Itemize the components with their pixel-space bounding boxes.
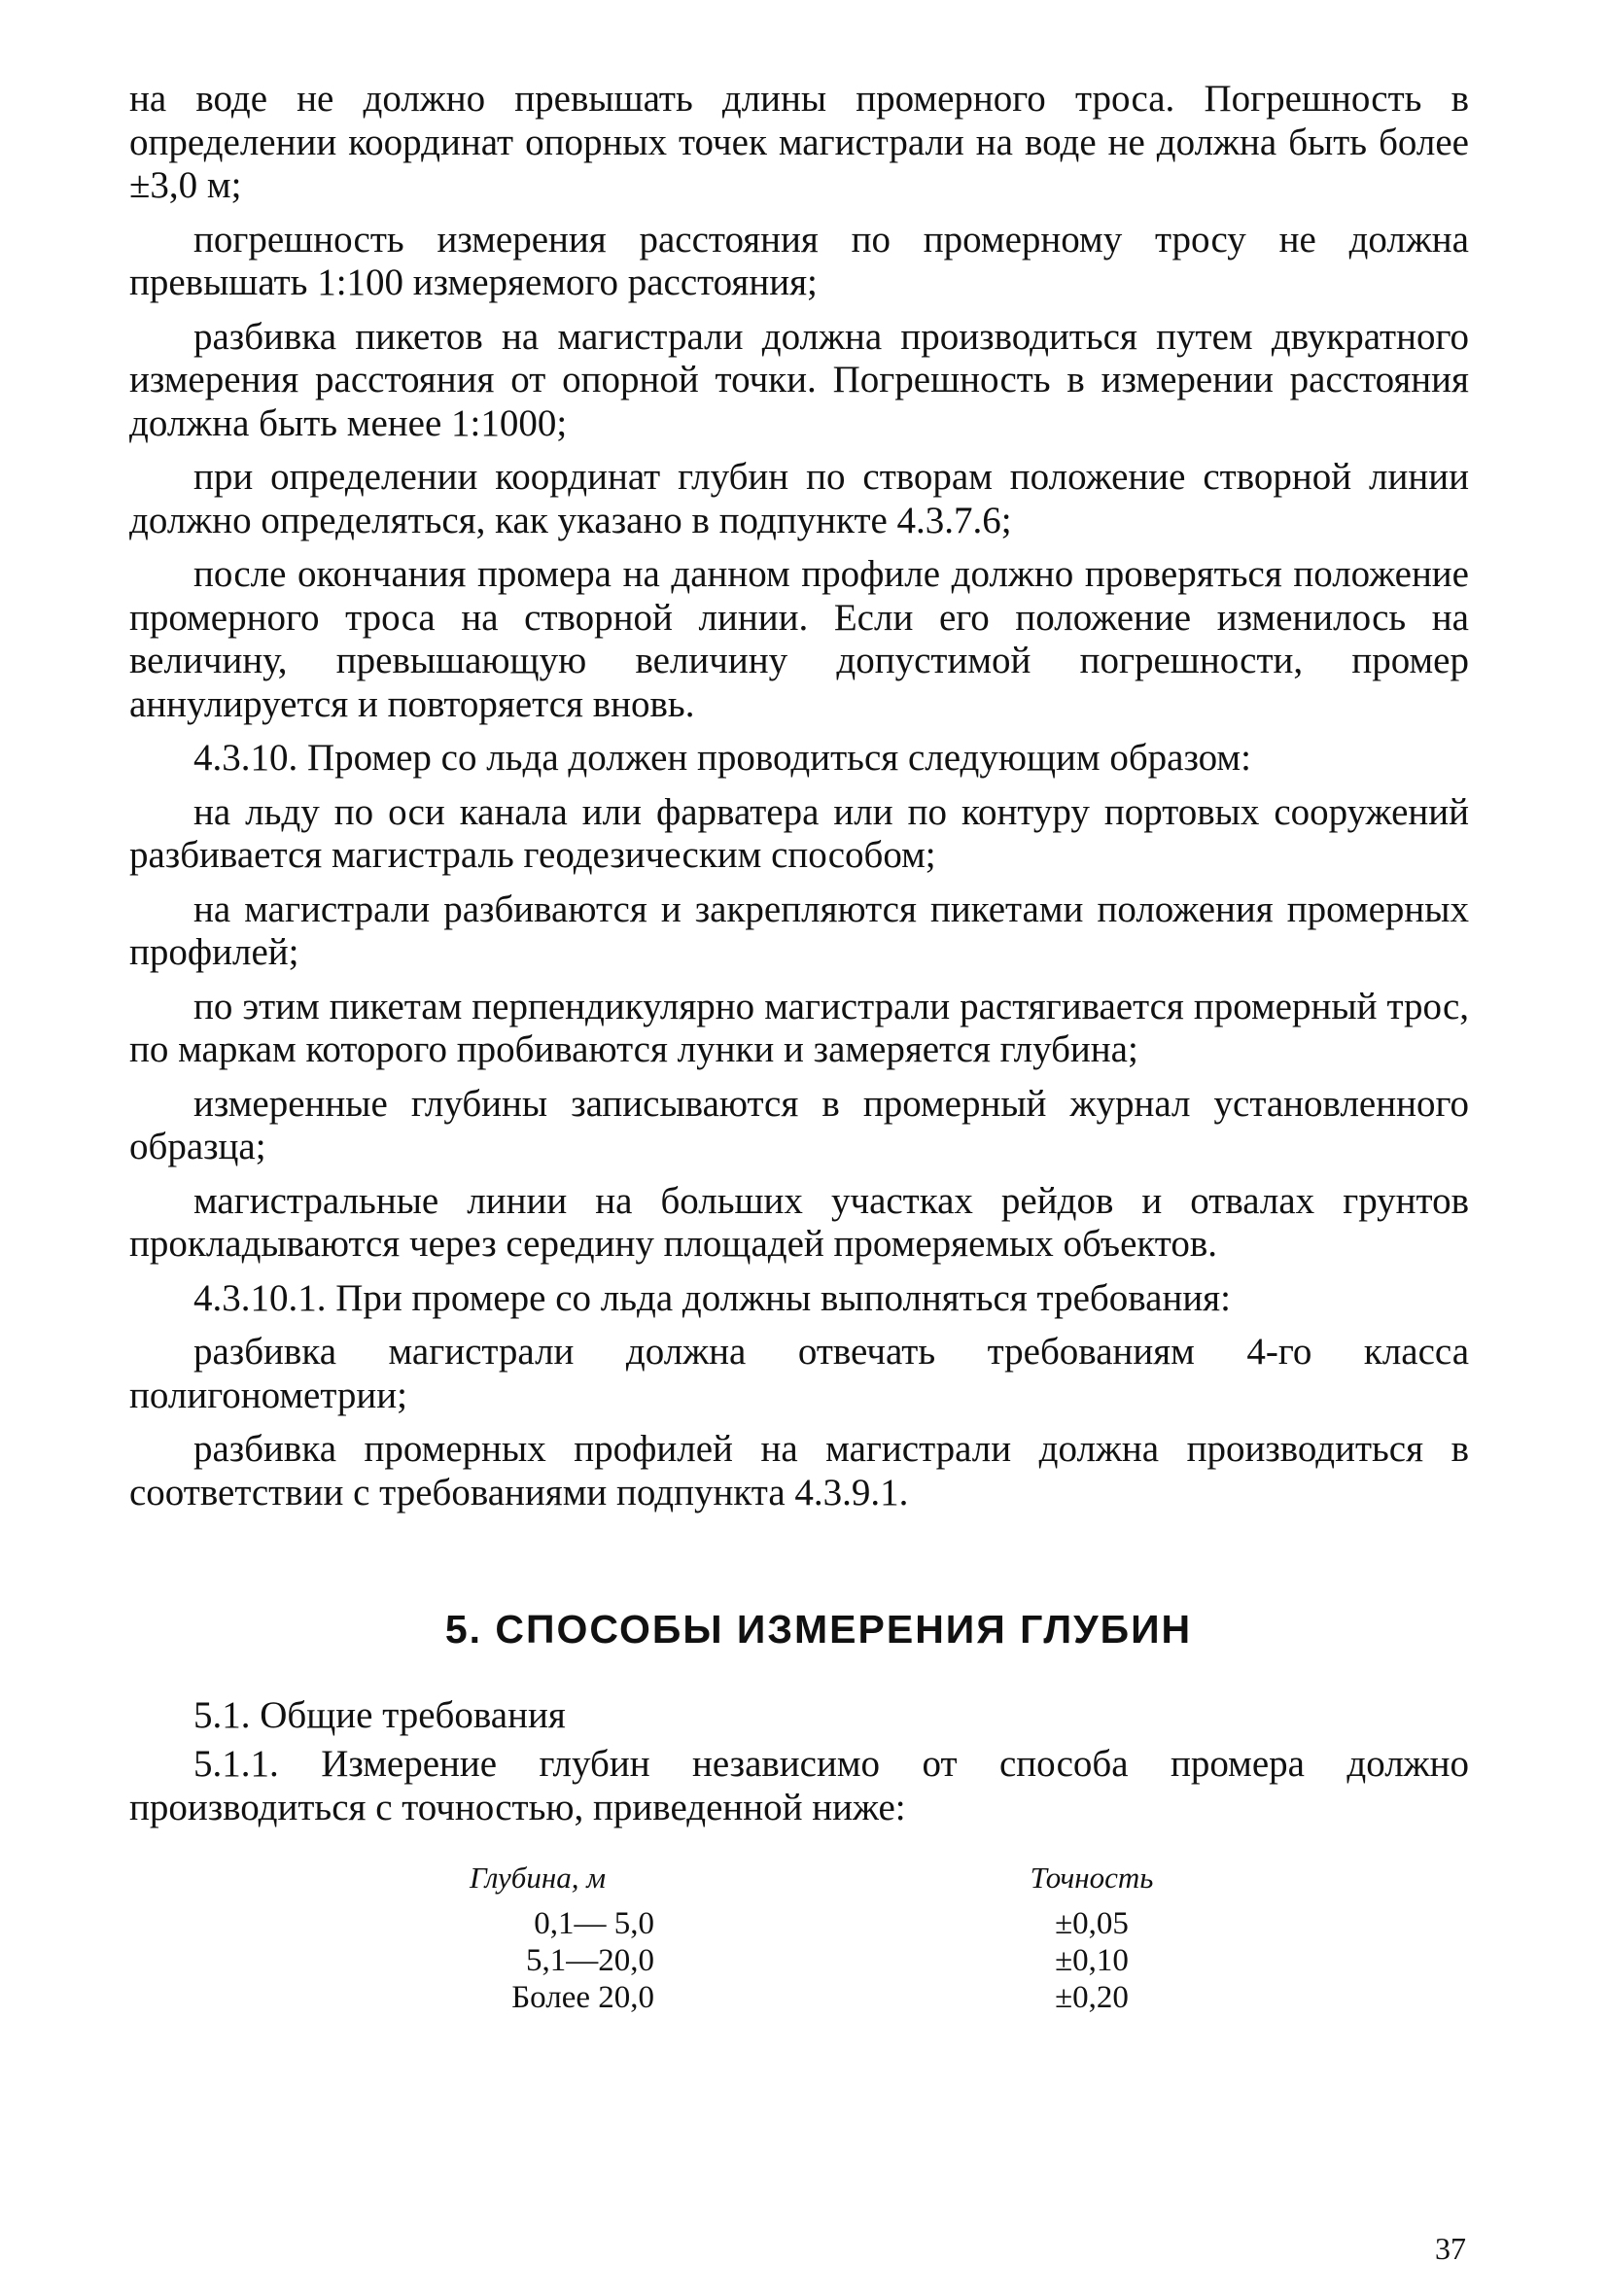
table-column-accuracy xyxy=(1014,1905,1170,2016)
table-cell-accuracy: ±0,20 xyxy=(1055,1980,1129,2015)
paragraph: разбивка магистрали должна отвечать требованиям 4-го класса полигонометрии; xyxy=(129,1331,1469,1416)
paragraph: погрешность измерения расстояния по промерному тросу не должна превышать 1:100 измеряемого расстояния; xyxy=(129,218,1469,303)
paragraph: при определении координат глубин по створам положение створной линии должно определяться, как указано в подпункте 4.3.7.6; xyxy=(129,456,1469,541)
section-intro-paragraph: 5.1.1. Измерение глубин независимо от способа промера должно производиться с точностью, приведенной ниже: xyxy=(129,1743,1469,1828)
paragraph: разбивка пикетов на магистрали должна производиться путем двукратного измерения расстояния от опорной точки. Погрешность в измерении расстояния должна быть менее 1:1000; xyxy=(129,315,1469,444)
table-header-depth: Глубина, м xyxy=(469,1861,607,1895)
table-cell-accuracy: ±0,10 xyxy=(1055,1943,1129,1978)
paragraph: на воде не должно превышать длины промерного троса. Погрешность в определении координат опорных точек магистрали на воде не должна быть более ±3,0 м; xyxy=(129,78,1469,206)
table-cell-depth: Более 20,0 xyxy=(511,1980,654,2015)
subsection-heading: 5.1. Общие требования xyxy=(193,1693,566,1736)
table-cell-accuracy: ±0,05 xyxy=(1055,1906,1129,1941)
table-column-depth xyxy=(421,1905,654,2016)
paragraph: на магистрали разбиваются и закрепляются пикетами положения промерных профилей; xyxy=(129,887,1469,973)
paragraph: измеренные глубины записываются в промерный журнал установленного образца; xyxy=(129,1082,1469,1167)
table-cell-depth: 0,1— 5,0 xyxy=(534,1906,654,1941)
paragraph: 4.3.10.1. При промере со льда должны выполняться требования: xyxy=(193,1276,1231,1319)
table-header-accuracy: Точность xyxy=(1030,1861,1154,1895)
paragraph: на льду по оси канала или фарватера или по контуру портовых сооружений разбивается магистраль геодезическим способом; xyxy=(129,790,1469,876)
paragraph: по этим пикетам перпендикулярно магистрали растягивается промерный трос, по маркам которого пробиваются лунки и замеряется глубина; xyxy=(129,985,1469,1070)
document-page xyxy=(129,78,1469,2015)
paragraph: 4.3.10. Промер со льда должен проводиться следующим образом: xyxy=(193,737,1251,779)
depth-accuracy-table xyxy=(129,1857,1469,2015)
table-cell-depth: 5,1—20,0 xyxy=(526,1943,654,1978)
section-heading: 5. СПОСОБЫ ИЗМЕРЕНИЯ ГЛУБИН xyxy=(444,1607,1193,1652)
page-number: 37 xyxy=(1435,2231,1466,2266)
paragraph: разбивка промерных профилей на магистрали должна производиться в соответствии с требованиями подпункта 4.3.9.1. xyxy=(129,1428,1469,1513)
paragraph: магистральные линии на больших участках рейдов и отвалах грунтов прокладываются через середину площадей промеряемых объектов. xyxy=(129,1179,1469,1265)
paragraph: после окончания промера на данном профиле должно проверяться положение промерного троса на створной линии. Если его положение изменилось на величину, превышающую величину допустимой погрешности, промер аннулируется и повторяется вновь. xyxy=(129,553,1469,725)
